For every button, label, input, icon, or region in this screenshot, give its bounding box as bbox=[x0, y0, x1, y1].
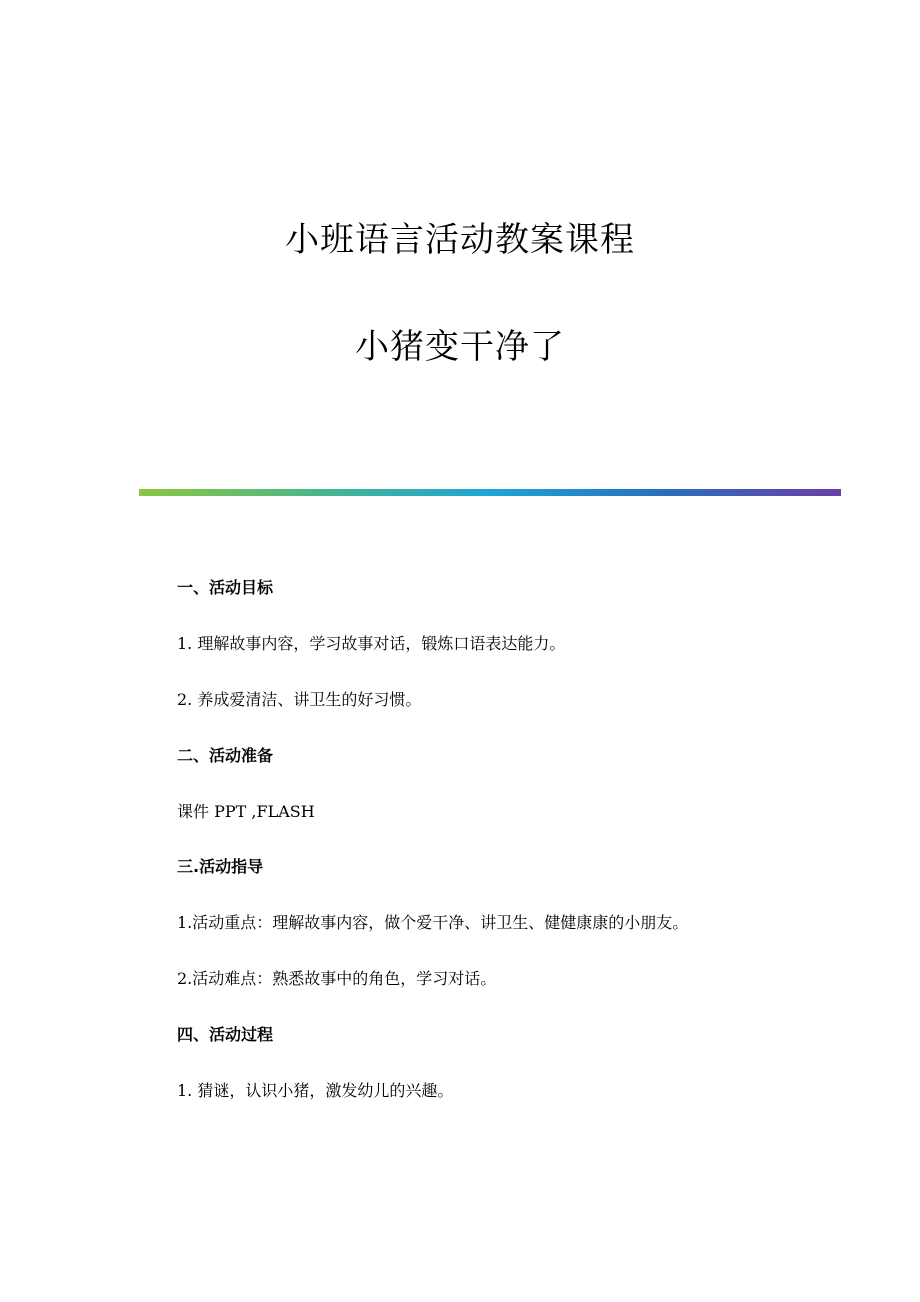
section-heading-preparation: 二、活动准备 bbox=[177, 746, 274, 765]
preparation-item-1: 课件 PPT ,FLASH bbox=[177, 802, 315, 821]
document-subtitle: 小猪变干净了 bbox=[355, 327, 565, 367]
guidance-item-1: 1.活动重点：理解故事内容，做个爱干净、讲卫生、健健康康的小朋友。 bbox=[177, 913, 689, 932]
section-heading-goals: 一、活动目标 bbox=[177, 578, 274, 597]
goal-item-2: 2. 养成爱清洁、讲卫生的好习惯。 bbox=[177, 690, 422, 709]
process-item-1: 1. 猜谜，认识小猪，激发幼儿的兴趣。 bbox=[177, 1081, 454, 1100]
guidance-item-2: 2.活动难点：熟悉故事中的角色，学习对话。 bbox=[177, 969, 497, 988]
section-heading-guidance: 三.活动指导 bbox=[177, 857, 264, 876]
goal-item-1: 1. 理解故事内容，学习故事对话，锻炼口语表达能力。 bbox=[177, 634, 566, 653]
section-heading-process: 四、活动过程 bbox=[177, 1025, 274, 1044]
gradient-divider bbox=[139, 489, 841, 496]
document-title: 小班语言活动教案课程 bbox=[285, 220, 635, 260]
